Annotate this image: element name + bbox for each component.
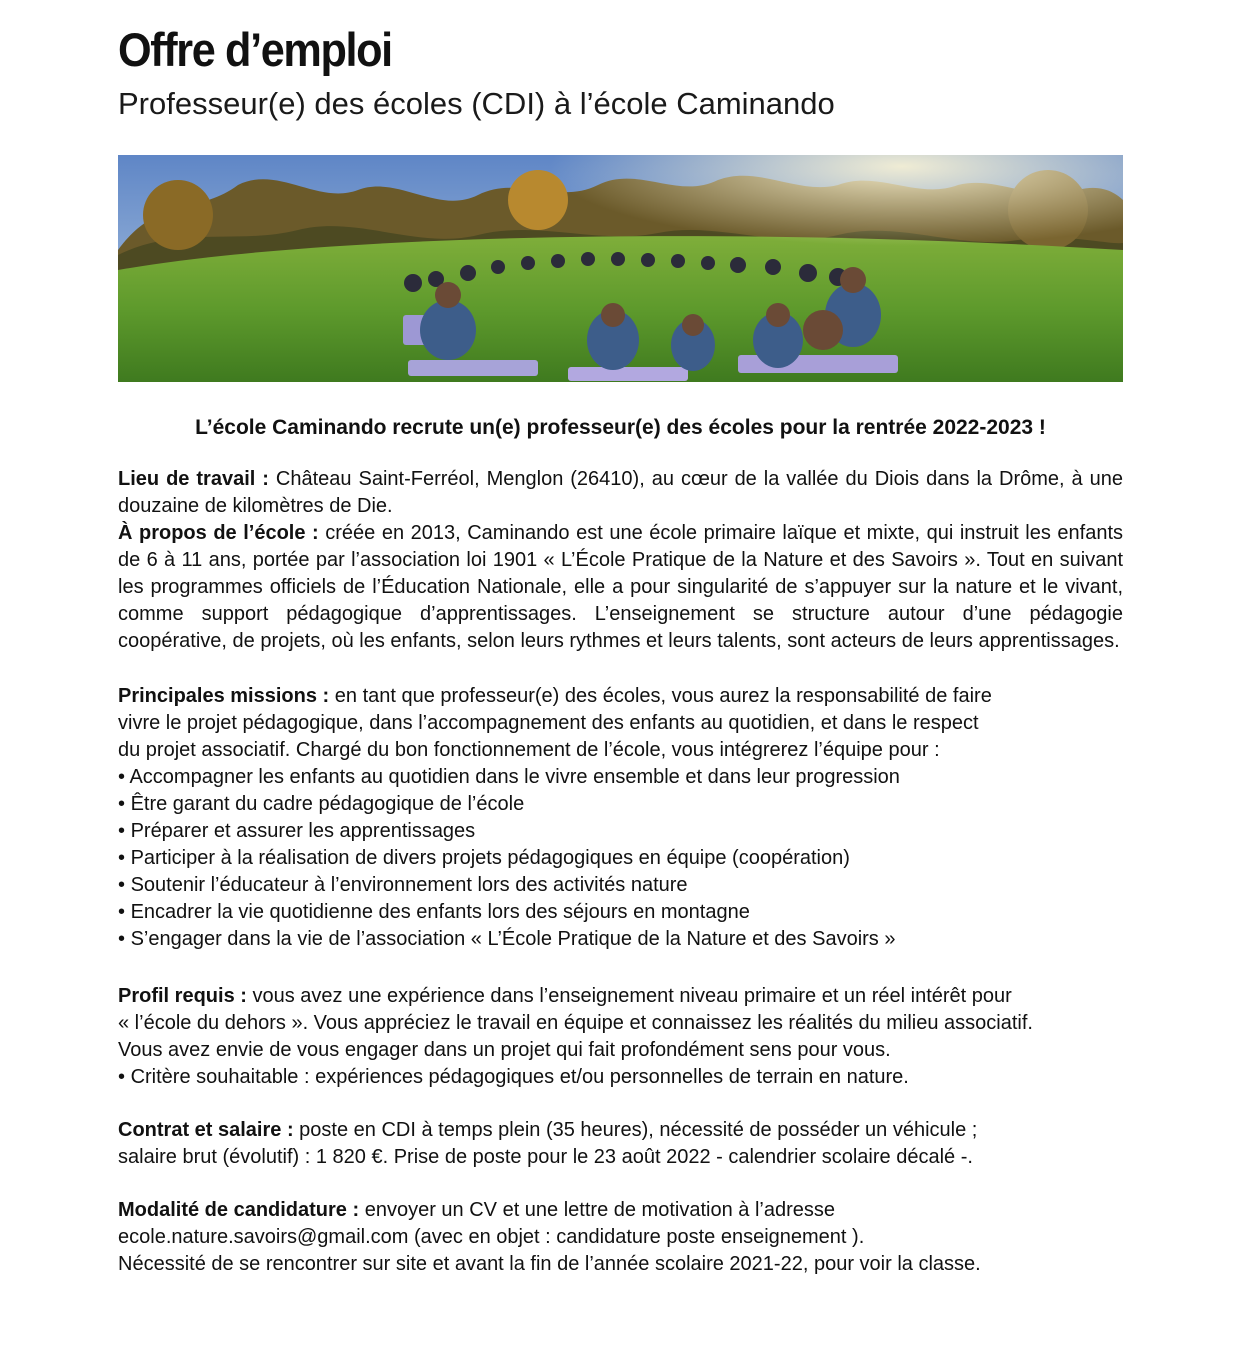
missions-line: vivre le projet pédagogique, dans l’accompagnement des enfants au quotidien, et dans le respect (118, 712, 979, 734)
job-offer-page (118, 18, 1123, 1278)
profil-label: Profil requis : (118, 985, 247, 1007)
candidature-line: Nécessité de se rencontrer sur site et avant la fin de l’année scolaire 2021-22, pour voir la classe. (118, 1253, 981, 1275)
profil-line: « l’école du dehors ». Vous appréciez le travail en équipe et connaissez les réalités du milieu associatif. (118, 1012, 1033, 1034)
list-item: • Critère souhaitable : expériences pédagogiques et/ou personnelles de terrain en nature. (118, 1064, 1123, 1091)
contrat-line: salaire brut (évolutif) : 1 820 €. Prise de poste pour le 23 août 2022 - calendrier scolaire décalé -. (118, 1146, 973, 1168)
list-item: • Participer à la réalisation de divers projets pédagogiques en équipe (coopération) (118, 845, 1123, 872)
recruitment-headline: L’école Caminando recrute un(e) professeur(e) des écoles pour la rentrée 2022-2023 ! (195, 416, 1046, 439)
missions-paragraph (118, 683, 1123, 764)
lieu-label: Lieu de travail : (118, 468, 269, 490)
list-item: • Être garant du cadre pédagogique de l’école (118, 791, 1123, 818)
missions-list (118, 764, 1123, 953)
candidature-line: envoyer un CV et une lettre de motivation à l’adresse (359, 1199, 835, 1221)
school-outdoor-photo (118, 155, 1123, 382)
apropos-paragraph (118, 520, 1123, 655)
candidature-paragraph (118, 1197, 1123, 1278)
candidature-label: Modalité de candidature : (118, 1199, 360, 1221)
contrat-paragraph (118, 1117, 1123, 1171)
profil-line: Vous avez envie de vous engager dans un projet qui fait profondément sens pour vous. (118, 1039, 891, 1061)
contrat-label: Contrat et salaire : (118, 1119, 294, 1141)
profil-line: vous avez une expérience dans l’enseignement niveau primaire et un réel intérêt pour (246, 985, 1012, 1007)
page-subtitle: Professeur(e) des écoles (CDI) à l’école Caminando (118, 86, 835, 121)
list-item: • Accompagner les enfants au quotidien dans le vivre ensemble et dans leur progression (118, 764, 1123, 791)
list-item: • Encadrer la vie quotidienne des enfants lors des séjours en montagne (118, 899, 1123, 926)
list-item: • Préparer et assurer les apprentissages (118, 818, 1123, 845)
list-item: • Soutenir l’éducateur à l’environnement lors des activités nature (118, 872, 1123, 899)
missions-label: Principales missions : (118, 685, 330, 707)
apropos-label: À propos de l’école : (118, 522, 319, 544)
list-item: • S’engager dans la vie de l’association « L’École Pratique de la Nature et des Savoirs » (118, 926, 1123, 953)
profil-list (118, 1064, 1123, 1091)
missions-line: en tant que professeur(e) des écoles, vous aurez la responsabilité de faire (329, 685, 992, 707)
profil-paragraph (118, 983, 1123, 1064)
contrat-line: poste en CDI à temps plein (35 heures), nécessité de posséder un véhicule ; (293, 1119, 978, 1141)
candidature-email-line: ecole.nature.savoirs@gmail.com (avec en objet : candidature poste enseignement ). (118, 1226, 865, 1248)
apropos-text: créée en 2013, Caminando est une école primaire laïque et mixte, qui instruit les enfants de 6 à 11 ans, portée par l’association loi 1901 « L’École Pratique de la Nature et des Savoirs ». Tout en suivant les programmes officiels de l’Éducation Nationale, elle a pour singularité de s’appuyer sur la nature et le vivant, comme support pédagogique d’apprentissages. L’enseignement se structure autour d’une pédagogie coopérative, de projets, où les enfants, selon leurs rythmes et leurs talents, sont acteurs de leurs apprentissages. (118, 522, 1124, 652)
page-title: Offre d’emploi (118, 23, 392, 76)
lieu-text: Château Saint-Ferréol, Menglon (26410), au cœur de la vallée du Diois dans la Drôme, à une douzaine de kilomètres de Die. (118, 468, 1123, 517)
missions-line: du projet associatif. Chargé du bon fonctionnement de l’école, vous intégrerez l’équipe pour : (118, 739, 940, 761)
lieu-paragraph (118, 466, 1123, 520)
